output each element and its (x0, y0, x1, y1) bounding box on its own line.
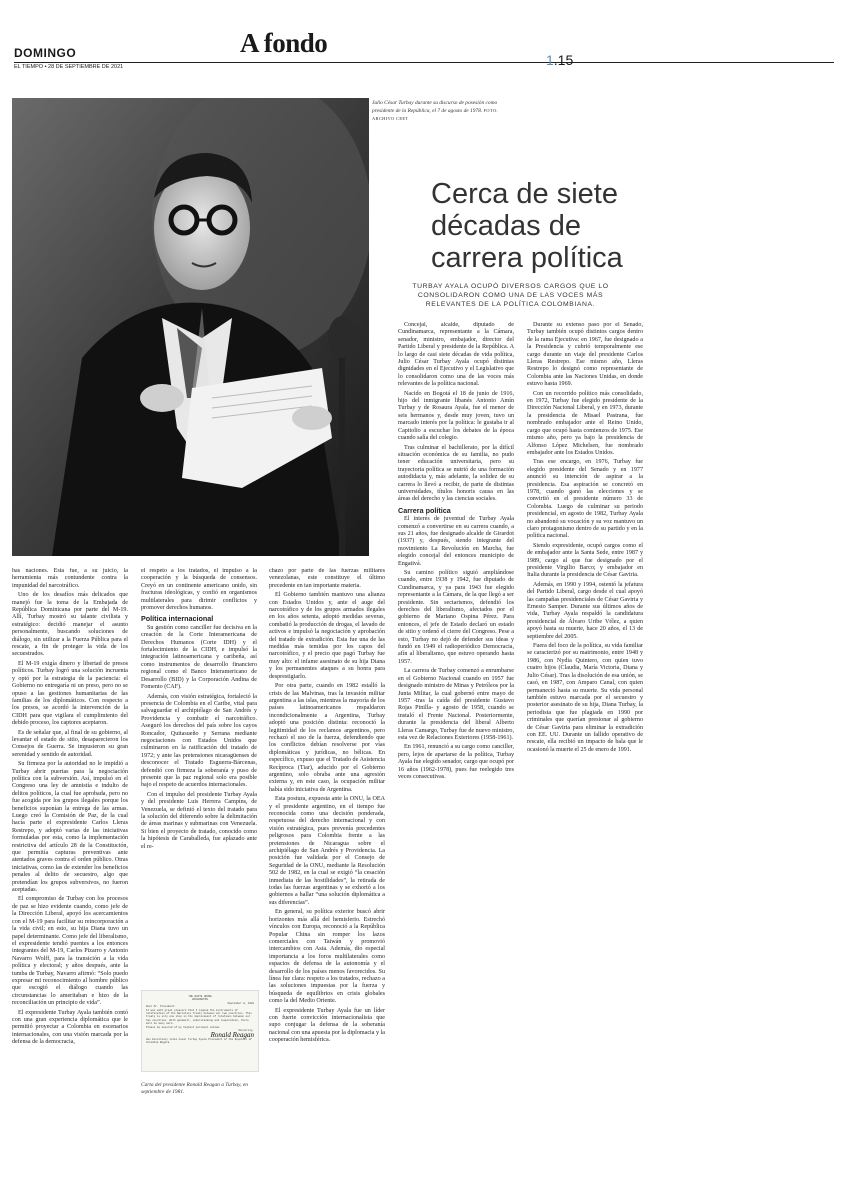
column-2 (141, 568, 257, 984)
paragraph: Por otra parte, cuando en 1982 estalló la crisis de las Malvinas, tras la invasión militar argentina a las islas, mientras la mayoría de los países latinoamericanos respaldaron incondicionalmente a Argentina, Turbay adoptó una posición distinta: reconoció la legitimidad de los reclamos argentinos, pero rechazó el uso de la fuerza, defendiendo que los conflictos debían resolverse por vías diplomáticas y jurídicas, no bélicas. En específico, expuso que el Tratado de Asistencia Recíproca (Tiar), aducido por el Gobierno argentino, solo obraba ante una agresión externa y, en este caso, la ocupación militar había sido iniciativa de Argentina. (269, 683, 385, 793)
masthead-rule (14, 62, 834, 63)
letter-body: It was with great pleasure that I signed the instruments of ratification of the Narcotics Treaty between our two countries. This treaty is only one step in the improvement of relations between our two countries. With goodwill, understanding and cooperation, there will be many more. (146, 1008, 252, 1026)
paragraph: Nacido en Bogotá el 18 de junio de 1916, hijo del inmigrante libanés Antonio Amín Turbay y de Rosaura Ayala, fue el menor de seis hermanos y, desde muy joven, tuvo un marcado interés por la política: le gustaba ir al Capitolio a escuchar los debates de la época cuando salía del colegio. (398, 390, 514, 442)
letter-addressee: His Excellency Julio Cesar Turbay Ayala President of the Republic of Colombia Bogota (146, 1037, 252, 1045)
letter-salutation: Dear Mr. President: (146, 1005, 176, 1009)
paragraph: el respeto a los tratados, el impulso a la cooperación y la búsqueda de consensos. Creyó en un continente americano unido, sin fracturas ideológicas, y confió en organismos multilaterales para dirimir conflictos y promover derechos humanos. (141, 568, 257, 612)
subhead: Política internacional (141, 614, 214, 624)
paragraph: En 1961, renunció a su cargo como canciller, pero, lejos de apartarse de la política, Turbay Ayala fue elegido senador, cargo que ocupó por 16 años (1962-1978), pues fue reelegido tres veces consecutivas. (398, 744, 514, 780)
column-5 (527, 322, 643, 1188)
photo-caption-text: Julio César Turbay durante su discurso de posesión como presidente de la República, el 7 de agosto de 1978. (372, 100, 498, 114)
paragraph: El M-19 exigía dinero y libertad de presos políticos. Turbay logró una solución incruenta y optó por la estrategia de la paciencia: el Gobierno no entregaría ni un preso, pero no se opuso a las gestiones humanitarias de las familias de los diplomáticos. Con respecto a los presos, se acordó la intervención de la CIDH para que vigilara el cumplimiento del debido proceso, los captores aceptaron. (12, 660, 128, 727)
column-3 (269, 568, 385, 1188)
deck: TURBAY AYALA OCUPÓ DIVERSOS CARGOS QUE LO CONSOLIDARON COMO UNA DE LAS VOCES MÁS RELEVANTES DE LA POLÍTICA COLOMBIANA. (412, 283, 609, 308)
paragraph: Su firmeza por la autoridad no le impidió a Turbay abrir puertas para la negociación política con la subversión. Así, impulsó en el Congreso una ley de amnistía e indulto de delitos políticos, la cual fue aprobada, pero no fue acogida por los grupos ilegales porque los beneficios suponían la entrega de las armas. Luego creó la Comisión de Paz, de la cual hacía parte el expresidente Carlos Lleras Restrepo, y adoptó varias de las iniciativas formuladas por esta, como la implementación restrictiva del artículo 28 de la Constitución, que permitía capturas preventivas ante atentados graves contra el orden público. Otras iniciativas, como las de extender los beneficios penales al delito de secuestro, algo que pretendían los grupos subversivos, no fueron aceptadas. (12, 761, 128, 894)
paragraph: Su camino político siguió ampliándose cuando, entre 1938 y 1942, fue diputado de Cundinamarca, y ya para 1943 fue elegido representante a la Cámara, de la que llegó a ser presidente. Sin sectarismos, defendió los derechos del liberalismo, afectados por el gobierno de Mariano Ospina Pérez. Para entonces, el jefe de Estado declaró un estado de sitio y ordenó el cierre del Congreso. Pese a esto, Turbay no dejó de defender sus ideas y fundó en 1949 el radioperiódico Democracia, afín al liberalismo, que estuvo operando hasta 1957. (398, 570, 514, 665)
paragraph: chazo por parte de las fuerzas militares venezolanas, este constituye el último precedente en tan importante materia. (269, 568, 385, 589)
letter-date: September 8, 1981 (227, 1001, 254, 1005)
paragraph: Su gestión como canciller fue decisiva en la creación de la Corte Interamericana de Derechos Humanos (Corte IDH) y el fortalecimiento de la CIDH, e impulsó la integración latinoamericana y caribeña, así como instrumentos de desarrollo financiero regional como el Banco Interamericano de Desarrollo (BID) y la Corporación Andina de Fomento (CAF). (141, 624, 257, 691)
paragraph: bas naciones. Esta fue, a su juicio, la herramienta más contundente contra la impunidad del narcotráfico. (12, 568, 128, 589)
paragraph: Con un recorrido político más consolidado, en 1972, Turbay fue elegido presidente de la Dirección Nacional Liberal, y en 1973, durante la presidencia de Misael Pastrana, fue nombrado embajador ante el Reino Unido, cargo que ocupó hasta comienzos de 1975. Ese mismo año, pero ya bajo la presidencia de Alfonso López Michelsen, fue nombrado embajador ante los Estados Unidos. (527, 390, 643, 456)
paragraph: El Gobierno también mantuvo una alianza con Estados Unidos y, ante el auge del narcotráfico y de los grupos armados ilegales en los años setenta, adoptó medidas severas, combatió la producción de drogas, el lavado de activos e impulsó la negociación y aprobación del tratado de extradición. Esta fue una de las medidas más temidas por los capos del narcotráfico, y el precio que pagó Turbay fue muy alto: el infame asesinato de su hija Diana y los permanentes ataques a su honra para desprestigiarlo. (269, 592, 385, 680)
paragraph: La carrera de Turbay comenzó a enrumbarse en el Gobierno Nacional cuando en 1957 fue designado ministro de Minas y Petróleos por la Junta Militar, la cual gobernó entre mayo de 1957 -tras la caída del presidente Gustavo Rojas Pinilla- y agosto de 1958, cuando se instaló el Frente Nacional. Posteriormente, durante la presidencia del liberal Alberto Lleras Camargo, Turbay fue de nuevo ministro, esta vez de Relaciones Exteriores (1958-1961). (398, 668, 514, 741)
masthead: DOMINGO (14, 46, 77, 60)
paragraph: El compromiso de Turbay con los procesos de paz se hizo evidente cuando, como jefe de la Dirección Liberal, apoyó los acercamientos con el M-19 para facilitar su reincorporación a la vida civil; en esto, su hija Diana tuvo un papel determinante. Como jefe del liberalismo, el expresidente tendió puentes a los entonces integrantes del M-19, Carlos Pizarro y Antonio Navarro Wolff, para la transición a la vida política y electoral; y años después, ante la tumba de Turbay, Navarro afirmó: “Solo puedo expresar mi reconocimiento al hombre público que escogió el diálogo cuando las circunstancias lo ameritaban e hizo de la reconciliación un principio de vida”. (12, 896, 128, 1007)
letter-caption: Carta del presidente Ronald Reagan a Turbay, en septiembre de 1981. (141, 1082, 249, 1095)
page-prefix: 1 (546, 52, 554, 68)
page-suffix: .15 (553, 52, 574, 68)
paragraph: Además, con visión estratégica, fortaleció la presencia de Colombia en el Caribe, vital para salvaguardar el archipiélago de San Andrés y Providencia y combatir el narcotráfico. Aseguró los derechos del país sobre los cayos Roncador, Quitasueño y Serrana mediante negociaciones con Estados Unidos que culminaron en la ratificación del tratado de 1972; y ante las pretensiones nicaragüenses de desconocer el Tratado Esguerra-Bárcenas, defendió con firmeza la soberanía y puso de presente que la paz regional solo era posible bajo el respeto de acuerdos internacionales. (141, 693, 257, 789)
section-title: A fondo (240, 28, 328, 58)
page-number (546, 52, 573, 68)
headline: Cerca de siete décadas de carrera política (431, 178, 623, 274)
paragraph: En general, su política exterior buscó abrir horizontes más allá del hemisferio. Estrechó vínculos con Europa, reconoció a la República Popular China sin romper los lazos comerciales con Taiwán y promovió intercambios con Asia. Además, dio especial importancia a los foros multilaterales como espacios de defensa de la autonomía y el desarrollo de los países menos favorecidos. Su línea fue clara: respeto a los tratados, rechazo a las soluciones impuestas por la fuerza y búsqueda de equilibrios en crisis globales como la del Medio Oriente. (269, 909, 385, 1005)
paragraph: Tras culminar el bachillerato, por la difícil situación económica de su familia, no pudo tener educación universitaria, pero su trayectoria política se nutrió de una formación autodidacta y, más adelante, la solidez de su carrera lo llevó a recibir, de parte de distintas universidades, títulos honoris causa en las áreas del derecho y las ciencias sociales. (398, 444, 514, 503)
photo-caption (372, 100, 512, 123)
paragraph: El expresidente Turbay Ayala también contó con una gran experiencia diplomática que le permitió proyectar a Colombia en escenarios internacionales, con una visión marcada por la defensa de la democracia, (12, 1009, 128, 1046)
subhead: Carrera política (398, 505, 451, 515)
photo-credit: FOTO: ARCHIVO CEET (372, 108, 498, 121)
paragraph: Siendo expresidente, ocupó cargos como el de embajador ante la Santa Sede, entre 1987 y 1989, cargo al que fue designado por el presidente Virgilio Barco; y embajador en Italia durante la presidencia de César Gaviria. (527, 542, 643, 579)
paragraph: Con el impulso del presidente Turbay Ayala y del presidente Luis Herrera Campíns, de Venezuela, se definió el texto del tratado para la solución del diferendo sobre la delimitación de áreas marinas y submarinas con Venezuela. Si bien el proyecto de tratado, conocido como la hipótesis de Caraballeda, fue aplazado ante el re- (141, 791, 257, 850)
paragraph: Uno de los desafíos más delicados que manejó fue la toma de la Embajada de República Dominicana por parte del M-19. Allí, Turbay mostró su talante civilista y estratégico: decidió manejar el asunto personalmente, buscando soluciones de diálogo, sin utilizar a la Fuerza Pública para el rescate, a fin de proteger la vida de los secuestrados. (12, 592, 128, 658)
column-4 (398, 322, 514, 1188)
letter-place: WASHINGTON (192, 998, 208, 1002)
letter-signature: Ronald Reagan (210, 1031, 254, 1040)
letter-sincerely: Sincerely, (238, 1029, 254, 1033)
photo-illustration (12, 98, 369, 556)
paragraph: El expresidente Turbay Ayala fue un líder con fuerte convicción internacionalista que supo conjugar la defensa de la soberanía nacional con una apuesta por la diplomacia y la cooperación hemisférica. (269, 1007, 385, 1044)
paragraph: Fuera del foco de la política, su vida familiar se caracterizó por su matrimonio, entre 1948 y 1986, con Nydia Quintero, con quien tuvo cuatro hijos (Claudia, María Victoria, Diana y Julio César). Tras la disolución de esa unión, se casó, en 1987, con Amparo Canal, con quien permaneció hasta su muerte. Su vida personal también estuvo marcada por el secuestro y posterior asesinato de su hija, Diana Turbay, la periodista que fue plagiada en 1990 por criminales que querían presionar al gobierno de César Gaviria para eliminar la extradición con EE. UU. Durante un fallido operativo de rescate, ella recibió un impacto de bala que le ocasionó la muerte el 25 de enero de 1991. (527, 643, 643, 753)
paragraph: Concejal, alcalde, diputado de Cundinamarca, representante a la Cámara, senador, ministro, embajador, director del Partido Liberal y presidente de la República. A lo largo de casi siete décadas de vida política, Julio César Turbay Ayala ocupó distintas dignidades en el Ejecutivo y el Legislativo que lo consolidaron como una de las voces más relevantes de la política nacional. (398, 322, 514, 388)
letter-header: THE WHITE HOUSE (188, 995, 212, 998)
paragraph: El interés de juventud de Turbay Ayala comenzó a convertirse en su carrera cuando, a sus 21 años, fue designado alcalde de Girardot (1937) y, después, siendo integrante del movimiento La Revolución en Marcha, fue elegido concejal del entonces municipio de Engativá. (398, 516, 514, 567)
letter-closing: Please be assured of my highest personal esteem. (146, 1025, 221, 1029)
reagan-letter (141, 990, 259, 1072)
paragraph: Esta postura, expuesta ante la ONU, la OEA y el presidente argentino, en el tiempo fue reconocida como una decisión ponderada, respetuosa del derecho internacional y con visión estratégica, pues prevenía precedentes peligrosos para Colombia frente a las pretensiones de Nicaragua sobre el archipiélago de San Andrés y Providencia. La posición fue validada por el Consejo de Seguridad de la ONU, mediante la Resolución 502 de 1982, en la cual se exigió “la cesación inmediata de las hostilidades”, la retirada de todas las fuerzas argentinas y se exhortó a los gobiernos a hallar “una solución diplomática a sus diferencias”. (269, 796, 385, 906)
paragraph: Además, en 1990 y 1994, ostentó la jefatura del Partido Liberal, cargo desde el cual apoyó las campañas presidenciales de César Gaviria y Ernesto Samper. Durante sus últimos años de vida, Turbay Ayala respaldó la candidatura presidencial de Álvaro Uribe Vélez, a quien apoyó hasta su muerte, hace 20 años, el 13 de septiembre del 2005. (527, 581, 643, 640)
paragraph: Es de señalar que, al final de su gobierno, al levantar el estado de sitio, desaparecieron los Consejos de Guerra. Se impusieron su gran serenidad y sentido de autoridad. (12, 729, 128, 758)
paragraph: Durante su extenso paso por el Senado, Turbay también ocupó distintos cargos dentro de la rama Ejecutiva: en 1967, fue designado a la Presidencia y cubrió temporalmente ese cargo durante un viaje del presidente Carlos Lleras Restrepo. Ese mismo año, Lleras Restrepo lo designó como representante de Colombia ante las Naciones Unidas, en donde estuvo hasta 1969. (527, 322, 643, 388)
main-photo (12, 98, 369, 556)
paragraph: Tras ese encargo, en 1976, Turbay fue elegido presidente del Senado y en 1977 anunció su intención de aspirar a la presidencia. Esa aspiración se concretó en 1978, cuando ganó las elecciones y se convirtió en el presidente número 33 de Colombia. Luego de culminar su periodo presidencial, en agosto de 1982, Turbay Ayala no abandonó su vocación y su voz mantuvo un claro protagonismo dentro de su partido y en la política nacional. (527, 459, 643, 540)
dateline: EL TIEMPO • 28 DE SEPTIEMBRE DE 2021 (14, 64, 124, 70)
column-1 (12, 568, 128, 1188)
